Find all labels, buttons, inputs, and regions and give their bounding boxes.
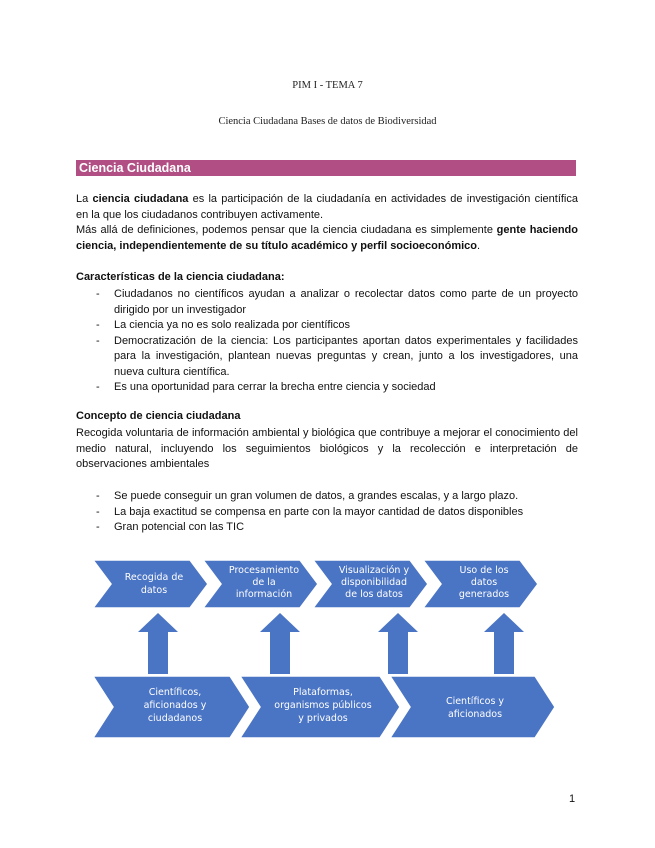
list-item: - Es una oportunidad para cerrar la brecha entre ciencia y sociedad xyxy=(96,381,436,393)
actor-label: organismos públicos xyxy=(274,700,372,711)
list-item-text: Ciudadanos no científicos ayudan a analizar o recolectar datos como parte de un proyecto dirigido por un investigador xyxy=(114,288,578,316)
intro-text: Más allá de definiciones, podemos pensar que la ciencia ciudadana es simplemente xyxy=(76,224,497,236)
step-label: Procesamiento xyxy=(228,565,300,576)
step-label: disponibilidad xyxy=(341,577,407,588)
list-item: - Democratización de la ciencia: Los participantes aportan datos experimentales y facilidades para la investigación, plantean nuevas preguntas y crean, junto a los investigadores, una nueva cultura científica. xyxy=(96,334,578,378)
step-label: datos xyxy=(470,577,498,588)
concept-paragraph: Recogida voluntaria de información ambiental y biológica que contribuye a mejorar el conocimiento del medio natural, incluyendo los seguimientos biológicos y la recolección e interpretación de observaciones ambientales xyxy=(76,427,578,470)
step-label: información xyxy=(235,589,293,600)
step-label: Recogida de xyxy=(124,572,184,583)
citizen-science-diagram xyxy=(90,552,560,742)
process-step-3 xyxy=(313,560,428,608)
list-item: - Ciudadanos no científicos ayudan a analizar o recolectar datos como parte de un proyecto dirigido por un investigador xyxy=(96,288,578,316)
intro-paragraph-2 xyxy=(76,223,578,254)
intro-bold-phrase: gente haciendo ciencia, independientemente de su título académico y perfil socioeconómico xyxy=(76,224,578,252)
step-label: datos xyxy=(140,585,168,596)
step-label: de los datos xyxy=(345,589,403,600)
step-label: de la xyxy=(252,577,276,588)
actor-label: y privados xyxy=(298,713,348,724)
step-label: Visualización y xyxy=(338,565,410,576)
list-item-text: Se puede conseguir un gran volumen de datos, a grandes escalas, y a largo plazo. xyxy=(114,490,519,502)
actor-group-2 xyxy=(240,676,400,738)
concept-heading: Concepto de ciencia ciudadana xyxy=(76,410,241,422)
actor-label: Científicos, xyxy=(148,687,202,698)
list-item-text: Gran potencial con las TIC xyxy=(114,521,245,533)
process-step-4 xyxy=(423,560,538,608)
actor-label: Científicos y xyxy=(445,696,505,707)
list-item: - Se puede conseguir un gran volumen de datos, a grandes escalas, y a largo plazo. xyxy=(96,490,519,502)
process-step-1 xyxy=(93,560,208,608)
intro-bold-term: ciencia ciudadana xyxy=(92,193,189,205)
actor-label: Plataformas, xyxy=(293,687,353,698)
up-arrow-icon xyxy=(378,613,418,674)
intro-text: . xyxy=(477,239,481,252)
document-subtitle: Ciencia Ciudadana Bases de datos de Biodiversidad xyxy=(218,116,437,127)
intro-paragraph-1 xyxy=(76,192,578,223)
step-label: generados xyxy=(458,589,510,600)
list-item: - Gran potencial con las TIC xyxy=(96,521,245,533)
intro-text: es la participación de la ciudadanía en actividades de investigación científica en la que los ciudadanos contribuyen activamente. xyxy=(76,193,578,221)
characteristics-list xyxy=(76,287,578,396)
list-item-text: Es una oportunidad para cerrar la brecha entre ciencia y sociedad xyxy=(114,381,436,393)
list-item-text: Democratización de la ciencia: Los participantes aportan datos experimentales y facilidades para la investigación, plantean nuevas preguntas y crean, junto a los investigadores, una nueva cultura científica. xyxy=(114,334,578,378)
list-item: - La baja exactitud se compensa en parte con la mayor cantidad de datos disponibles xyxy=(96,505,524,518)
chevron-shape xyxy=(93,560,208,608)
actor-group-1 xyxy=(93,676,250,738)
actor-label: ciudadanos xyxy=(147,713,203,724)
chevron-shape xyxy=(390,676,555,738)
list-item-text: La ciencia ya no es solo realizada por científicos xyxy=(114,319,351,331)
actor-label: aficionados y xyxy=(143,700,207,711)
actor-group-3 xyxy=(390,676,555,738)
process-step-2 xyxy=(203,560,318,608)
course-header: PIM I - TEMA 7 xyxy=(292,80,363,91)
step-label: Uso de los xyxy=(459,565,509,576)
concept-list xyxy=(76,489,578,536)
up-arrow-icon xyxy=(138,613,178,674)
up-arrow-icon xyxy=(484,613,524,674)
actor-label: aficionados xyxy=(447,709,503,720)
page-number: 1 xyxy=(569,793,576,805)
section-title: Ciencia Ciudadana xyxy=(76,160,576,176)
characteristics-heading: Características de la ciencia ciudadana: xyxy=(76,271,285,283)
intro-text: La xyxy=(76,193,93,205)
list-item-text: La baja exactitud se compensa en parte con la mayor cantidad de datos disponibles xyxy=(114,505,524,518)
up-arrow-icon xyxy=(260,613,300,674)
list-item: - La ciencia ya no es solo realizada por científicos xyxy=(96,319,351,331)
